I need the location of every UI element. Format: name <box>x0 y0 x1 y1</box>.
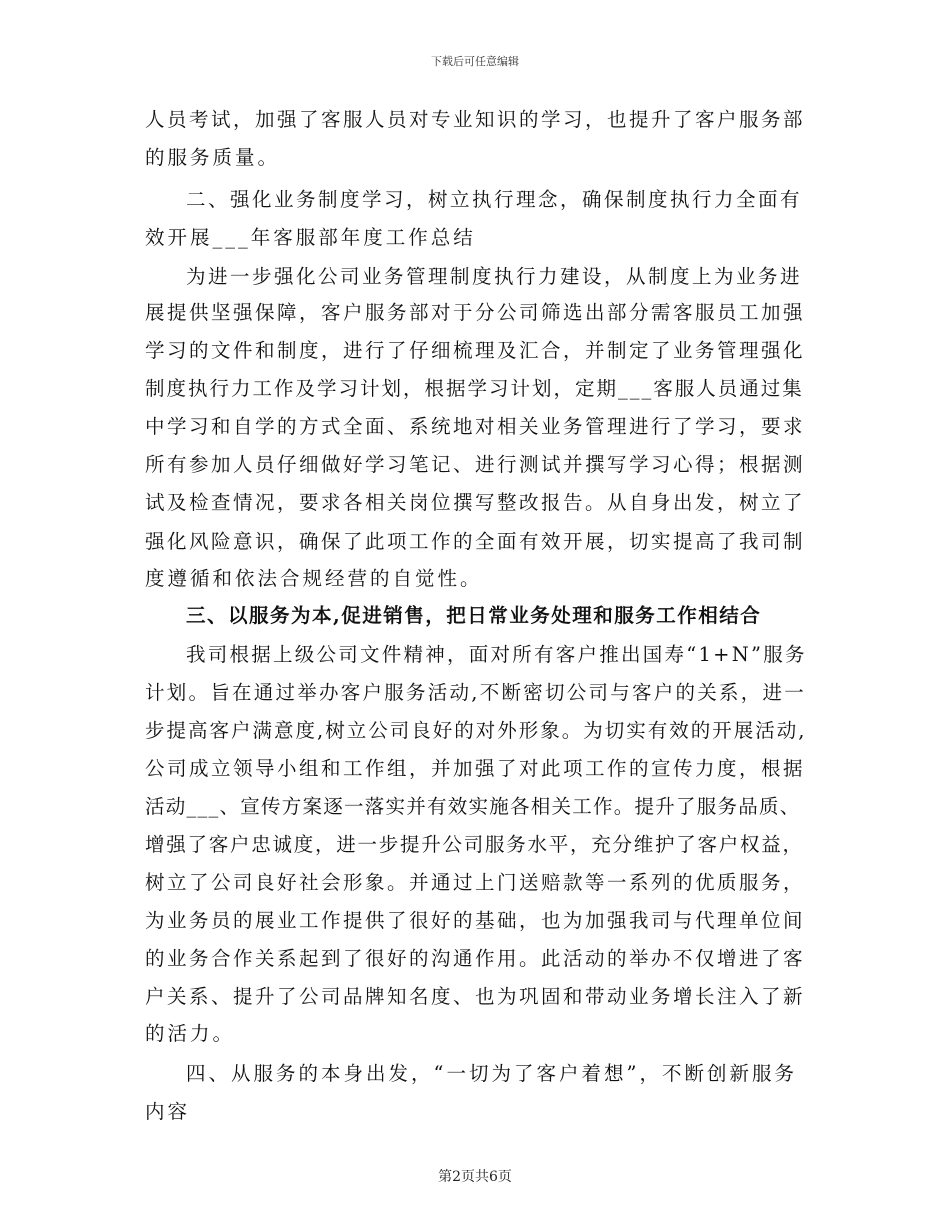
page-header: 下载后可任意编辑 <box>431 55 519 68</box>
paragraph-line: 树立了公司良好社会形象。并通过上门送赔款等一系列的优质服务， <box>145 871 806 894</box>
paragraph-line: 计划。旨在通过举办客户服务活动,不断密切公司与客户的关系，进一 <box>145 681 806 704</box>
paragraph-line: 二、强化业务制度学习，树立执行理念，确保制度执行力全面有 <box>186 188 803 211</box>
paragraph-line: 制度执行力工作及学习计划，根据学习计划，定期___客服人员通过集 <box>145 377 804 400</box>
paragraph-line: 所有参加人员仔细做好学习笔记、进行测试并撰写学习心得；根据测 <box>145 453 806 476</box>
paragraph-line: 步提高客户满意度,树立公司良好的对外形象。为切实有效的开展活动, <box>145 719 807 742</box>
paragraph-line: 活动___、宣传方案逐一落实并有效实施各相关工作。提升了服务品质、 <box>145 795 801 818</box>
paragraph-line: 的活力。 <box>145 1022 236 1045</box>
paragraph-line: 度遵循和依法合规经营的自觉性。 <box>145 567 483 590</box>
paragraph-line: 的业务合作关系起到了很好的沟通作用。此活动的举办不仅增进了客 <box>145 947 806 970</box>
paragraph-line: 我司根据上级公司文件精神，面对所有客户推出国寿“1+N”服务 <box>186 643 807 666</box>
paragraph-line: 四、从服务的本身出发，“一切为了客户着想”，不断创新服务 <box>186 1062 797 1085</box>
paragraph-line: 的服务质量。 <box>145 146 281 169</box>
paragraph-line: 强化风险意识，确保了此项工作的全面有效开展，切实提高了我司制 <box>145 530 806 553</box>
paragraph-line: 学习的文件和制度，进行了仔细梳理及汇合，并制定了业务管理强化 <box>145 339 806 362</box>
paragraph-line: 内容 <box>145 1100 191 1123</box>
paragraph-line: 为业务员的展业工作提供了很好的基础，也为加强我司与代理单位间 <box>145 909 806 932</box>
section-heading-line: 三、以服务为本,促进销售，把日常业务处理和服务工作相结合 <box>186 604 762 627</box>
paragraph-line: 展提供坚强保障，客户服务部对于分公司筛选出部分需客服员工加强 <box>145 301 806 324</box>
paragraph-line: 中学习和自学的方式全面、系统地对相关业务管理进行了学习，要求 <box>145 415 806 438</box>
paragraph-line: 公司成立领导小组和工作组，并加强了对此项工作的宣传力度，根据 <box>145 757 806 780</box>
page-footer: 第2页共6页 <box>438 1169 512 1185</box>
paragraph-line: 人员考试，加强了客服人员对专业知识的学习，也提升了客户服务部 <box>145 108 806 131</box>
paragraph-line: 增强了客户忠诚度，进一步提升公司服务水平，充分维护了客户权益， <box>145 833 804 856</box>
paragraph-line: 为进一步强化公司业务管理制度执行力建设，从制度上为业务进 <box>186 265 803 288</box>
paragraph-line: 试及检查情况，要求各相关岗位撰写整改报告。从自身出发，树立了 <box>145 491 806 514</box>
paragraph-line: 效开展___年客服部年度工作总结 <box>145 226 476 249</box>
paragraph-line: 户关系、提升了公司品牌知名度、也为巩固和带动业务增长注入了新 <box>145 985 806 1008</box>
